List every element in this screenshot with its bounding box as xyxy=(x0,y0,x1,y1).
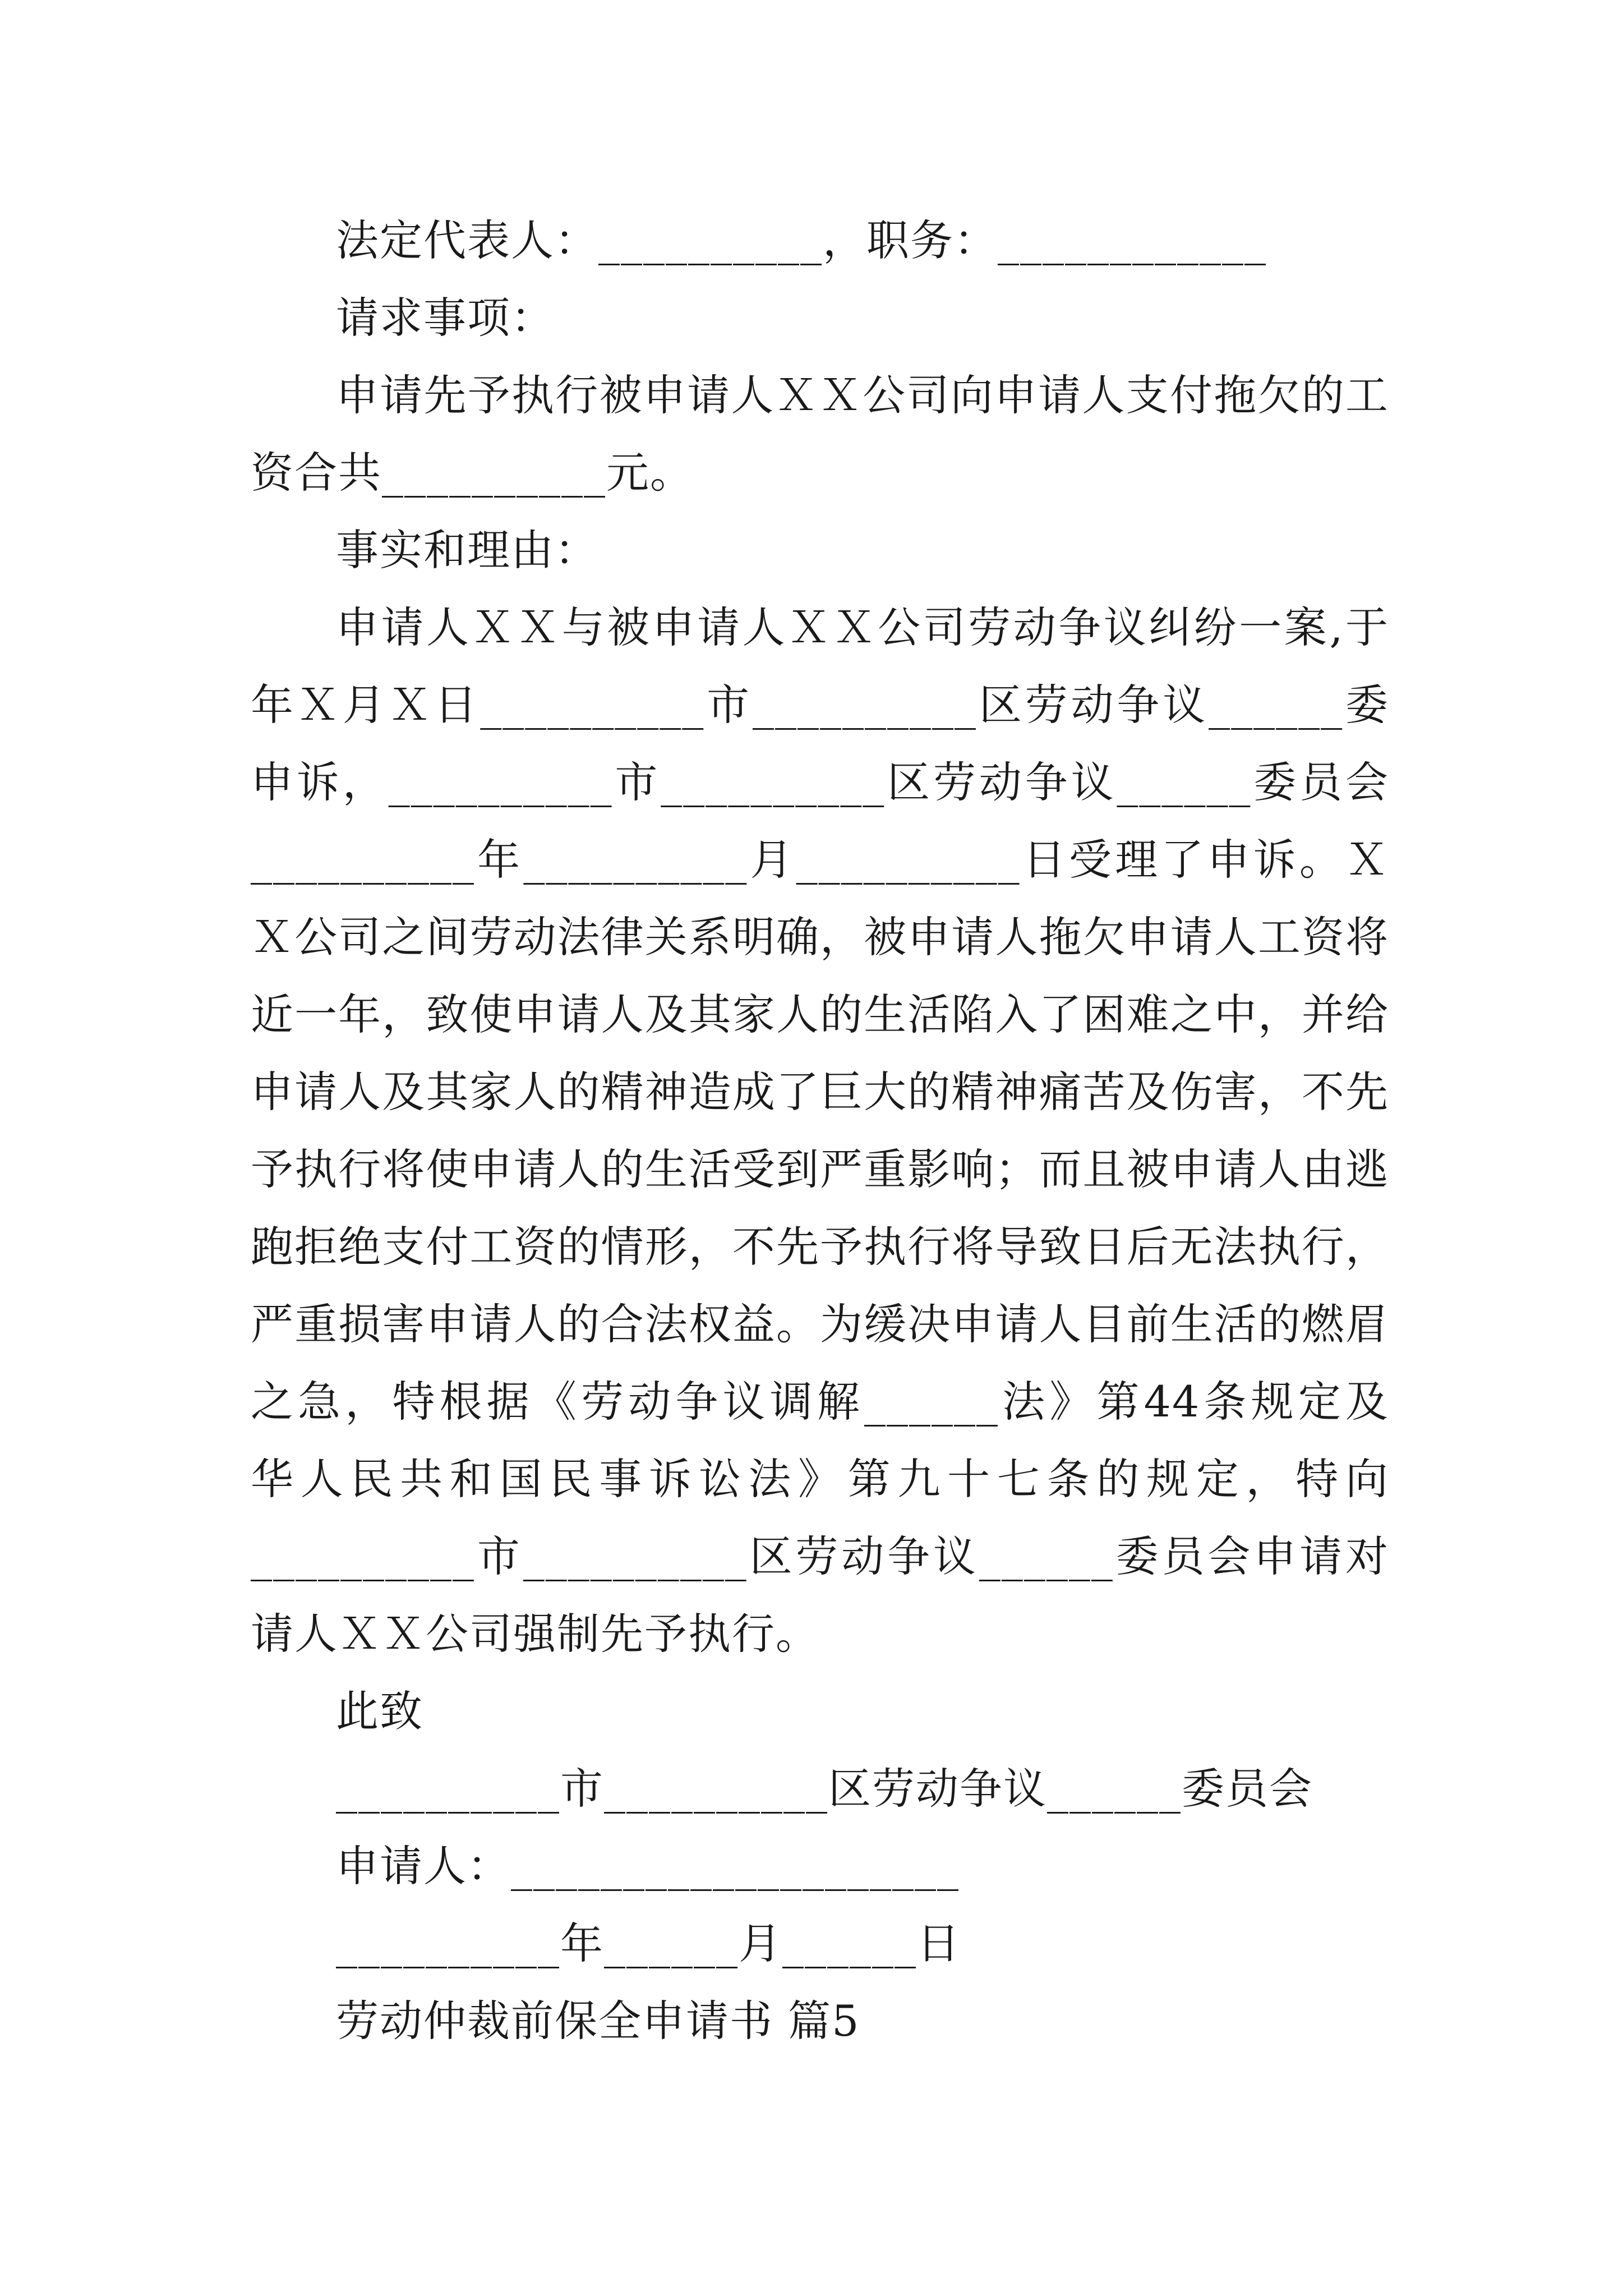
facts-text-line: 华人民共和国民事诉讼法》第九十七条的规定，特向 xyxy=(251,1454,1389,1504)
claims-text-line: 资合共__________元。 xyxy=(251,448,694,498)
facts-text-line: Ｘ公司之间劳动法律关系明确，被申请人拖欠申请人工资将 xyxy=(251,912,1389,962)
facts-text-line: 近一年，致使申请人及其家人的生活陷入了困难之中，并给 xyxy=(251,990,1389,1039)
facts-text-line: 之急，特根据《劳动争议调解______法》第44条规定及 xyxy=(251,1377,1389,1427)
facts-text-line: 年Ｘ月Ｘ日__________市__________区劳动争议______委 xyxy=(251,680,1389,730)
addressee-line: __________市__________区劳动争议______委员会 xyxy=(336,1764,1313,1814)
facts-text-line: 请人ＸＸ公司强制先予执行。 xyxy=(251,1609,819,1659)
facts-text-line: 申请人及其家人的精神造成了巨大的精神痛苦及伤害，不先 xyxy=(251,1067,1389,1117)
legal-representative-line: 法定代表人：__________，职务：____________ xyxy=(336,215,1267,265)
facts-text-line: 申诉，__________市__________区劳动争议______委员会 xyxy=(251,757,1389,807)
claims-text-line: 申请先予执行被申请人ＸＸ公司向申请人支付拖欠的工 xyxy=(336,370,1389,420)
facts-text-line: 予执行将使申请人的生活受到严重影响；而且被申请人由逃 xyxy=(251,1144,1389,1194)
facts-text-line: 申请人ＸＸ与被申请人ＸＸ公司劳动争议纠纷一案,于 xyxy=(336,602,1389,652)
date-line: __________年______月______日 xyxy=(336,1918,961,1968)
facts-text-line: __________年__________月__________日受理了申诉。Ｘ xyxy=(251,835,1389,885)
facts-text-line: 严重损害申请人的合法权益。为缓决申请人目前生活的燃眉 xyxy=(251,1299,1389,1349)
claims-heading: 请求事项： xyxy=(336,293,555,343)
applicant-signature-line: 申请人：____________________ xyxy=(336,1841,960,1891)
salutation: 此致 xyxy=(336,1686,423,1736)
document-body xyxy=(251,202,1389,2060)
facts-text-line: __________市__________区劳动争议______委员会申请对 xyxy=(251,1531,1389,1581)
facts-text-line: 跑拒绝支付工资的情形，不先予执行将导致日后无法执行， xyxy=(251,1222,1389,1272)
facts-heading: 事实和理由： xyxy=(336,525,598,575)
section-title: 劳动仲裁前保全申请书 篇5 xyxy=(336,1996,860,2046)
